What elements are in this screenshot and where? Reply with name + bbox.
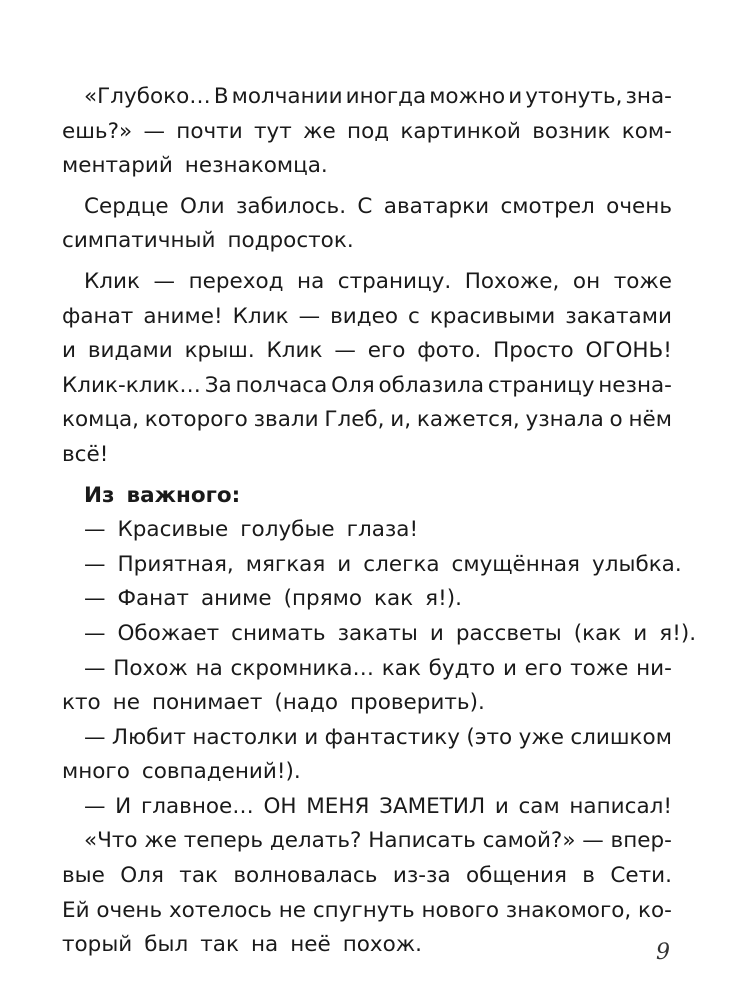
text-line: кто не понимает (надо проверить).	[62, 690, 485, 716]
text-line: вые Оля так волновалась из-за общения в Сети.	[62, 863, 672, 889]
text-line: Клик-клик… За полчаса Оля облазила страницу незна-	[62, 372, 672, 398]
body-text	[62, 80, 697, 963]
text-line: много совпадений!).	[62, 759, 301, 785]
text-line: Сердце Оли забилось. С аватарки смотрел очень	[84, 193, 672, 219]
page-number: 9	[656, 940, 670, 965]
text-line: фанат аниме! Клик — видео с красивыми закатами	[62, 303, 672, 329]
text-line: «Что же теперь делать? Написать самой?» — впер-	[84, 828, 672, 854]
text-line: торый был так на неё похож.	[62, 932, 422, 958]
text-line: — Любит настолки и фантастику (это уже слишком	[84, 724, 672, 750]
text-line: — Приятная, мягкая и слегка смущённая улыбка.	[84, 551, 682, 577]
text-line: всё!	[62, 441, 109, 467]
text-line: ментарий незнакомца.	[62, 153, 328, 179]
text-line: ешь?» — почти тут же под картинкой возник ком-	[62, 118, 672, 144]
text-line: «Глубоко… В молчании иногда можно и утонуть, зна-	[84, 84, 672, 109]
text-line: Клик — переход на страницу. Похоже, он тоже	[84, 268, 672, 294]
text-line: и видами крыш. Клик — его фото. Просто ОГОНЬ!	[62, 338, 672, 364]
text-line: комца, которого звали Глеб, и, кажется, узнала о нём	[62, 407, 672, 433]
text-line: — Обожает снимать закаты и рассветы (как и я!).	[84, 620, 697, 646]
text-line: Ей очень хотелось не спугнуть нового знакомого, ко-	[62, 897, 672, 923]
text-line: — Красивые голубые глаза!	[84, 517, 419, 543]
text-line: Из важного:	[84, 482, 241, 508]
text-line: — Фанат аниме (прямо как я!).	[84, 586, 462, 612]
text-line: — И главное… ОН МЕНЯ ЗАМЕТИЛ и сам написал!	[84, 793, 672, 819]
text-line: симпатичный подросток.	[62, 228, 354, 254]
text-line: — Похож на скромника… как будто и его тоже ни-	[84, 655, 672, 681]
